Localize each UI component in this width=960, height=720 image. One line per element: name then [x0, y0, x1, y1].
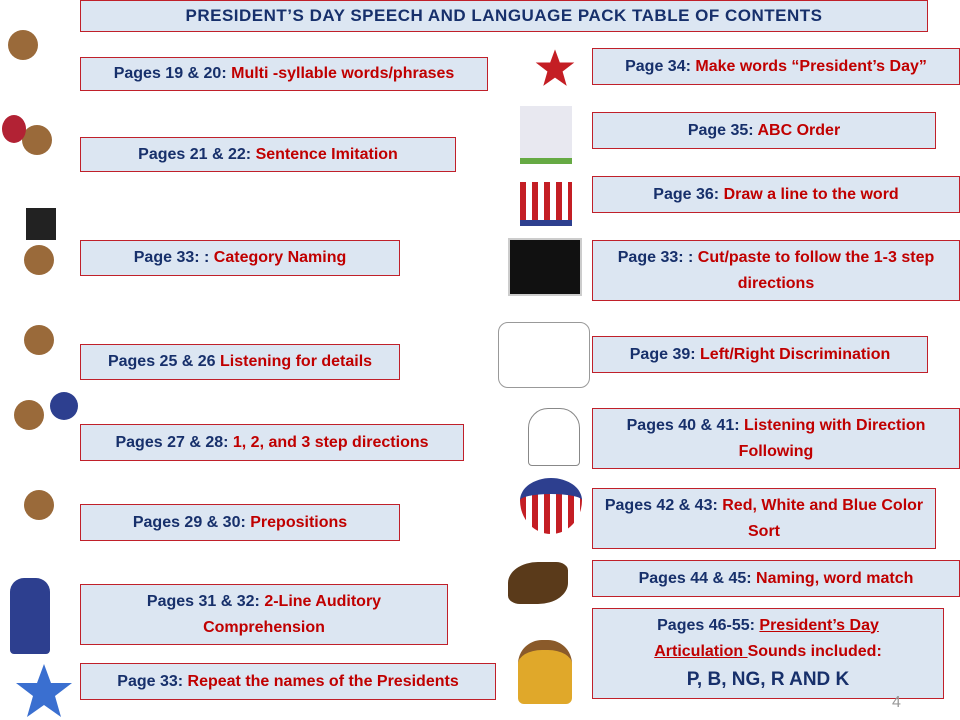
sounds-list: P, B, NG, R AND K — [686, 668, 850, 690]
toc-entry — [592, 48, 960, 85]
entry-topic: Naming, word match — [756, 569, 914, 587]
entry-topic: Red, White and Blue Color Sort — [722, 496, 924, 540]
toc-entry — [80, 57, 488, 91]
balloon-icon — [50, 392, 78, 420]
red-star-icon — [534, 48, 576, 88]
bear-balloon-icon — [22, 125, 52, 155]
entry-pages: Pages 29 & 30: — [132, 513, 251, 531]
balloon-icon — [2, 115, 26, 143]
entry-pages: Page 35: — [687, 121, 758, 139]
entry-pages: Page 36: — [653, 185, 724, 203]
toc-entry — [592, 336, 928, 373]
toc-entry — [592, 608, 944, 699]
entry-pages: Page 33: : — [617, 248, 698, 266]
page-number: 4 — [892, 694, 901, 711]
entry-pages: Pages 42 & 43: — [604, 496, 723, 514]
uncle-sam-hat-icon — [520, 182, 572, 226]
toc-entry — [80, 137, 456, 172]
toc-entry — [592, 240, 960, 301]
entry-pages: Page 33: — [117, 672, 188, 690]
entry-pages: Pages 25 & 26 — [107, 353, 221, 370]
entry-topic: Cut/paste to follow the 1-3 step directions — [697, 248, 935, 292]
george-washington-icon — [10, 578, 50, 654]
toc-entry — [80, 504, 400, 541]
entry-topic: 1, 2, and 3 step directions — [232, 433, 429, 451]
entry-pages: Pages 27 & 28: — [115, 433, 233, 451]
entry-topic: Sounds included: — [747, 642, 882, 660]
entry-pages: Pages 44 & 45: — [638, 569, 757, 587]
entry-pages: Pages 46-55: — [657, 616, 760, 634]
entry-topic: 2-Line Auditory Comprehension — [203, 592, 382, 636]
eagle-icon — [508, 562, 568, 604]
entry-topic: President’s Day — [759, 616, 879, 634]
flag-heart-icon — [520, 478, 582, 534]
bear-flag-icon — [24, 245, 54, 275]
entry-topic: Draw a line to the word — [723, 185, 899, 203]
toc-entry — [80, 584, 448, 645]
entry-topic: Left/Right Discrimination — [700, 345, 891, 363]
page-title: PRESIDENT’S DAY SPEECH AND LANGUAGE PACK TABLE OF CONTENTS — [80, 0, 928, 32]
entry-topic: Listening for details — [220, 353, 373, 370]
bear-uncle-sam-icon — [24, 490, 54, 520]
liberty-bell-icon — [518, 640, 572, 704]
blue-star-icon — [14, 662, 74, 720]
entry-topic: Listening with Direction Following — [738, 416, 926, 460]
bear-icon — [24, 325, 54, 355]
entry-topic: Articulation — [654, 642, 748, 660]
entry-topic: Sentence Imitation — [255, 145, 398, 163]
entry-topic: Make words “President’s Day” — [695, 57, 927, 75]
presidents-outline-icon — [498, 322, 590, 388]
toc-entry — [80, 240, 400, 276]
entry-pages: Pages 21 & 22: — [138, 145, 256, 163]
entry-topic: ABC Order — [757, 121, 841, 139]
entry-pages: Pages 40 & 41: — [626, 416, 745, 434]
entry-topic: Category Naming — [213, 249, 347, 266]
entry-pages: Page 33: : — [133, 249, 214, 266]
entry-pages: Page 39: — [629, 345, 701, 363]
bear-balloons-icon — [14, 400, 44, 430]
entry-pages: Page 34: — [625, 57, 696, 75]
president-portrait-icon — [508, 238, 582, 296]
entry-topic: Multi -syllable words/phrases — [231, 65, 455, 82]
toc-entry — [592, 408, 960, 469]
entry-pages: Pages 31 & 32: — [146, 592, 265, 610]
toc-entry — [80, 424, 464, 461]
toc-entry — [592, 488, 936, 549]
toc-entry — [592, 176, 960, 213]
liberty-bell-outline-icon — [528, 408, 580, 466]
bear-colonial-icon — [8, 30, 38, 60]
top-hat-icon — [26, 208, 56, 240]
entry-topic: Repeat the names of the Presidents — [187, 672, 459, 690]
entry-pages: Pages 19 & 20: — [113, 65, 232, 82]
toc-entry — [592, 560, 960, 597]
toc-entry — [80, 663, 496, 700]
white-house-icon — [520, 106, 572, 164]
toc-entry — [80, 344, 400, 380]
toc-entry — [592, 112, 936, 149]
entry-topic: Prepositions — [250, 513, 348, 531]
